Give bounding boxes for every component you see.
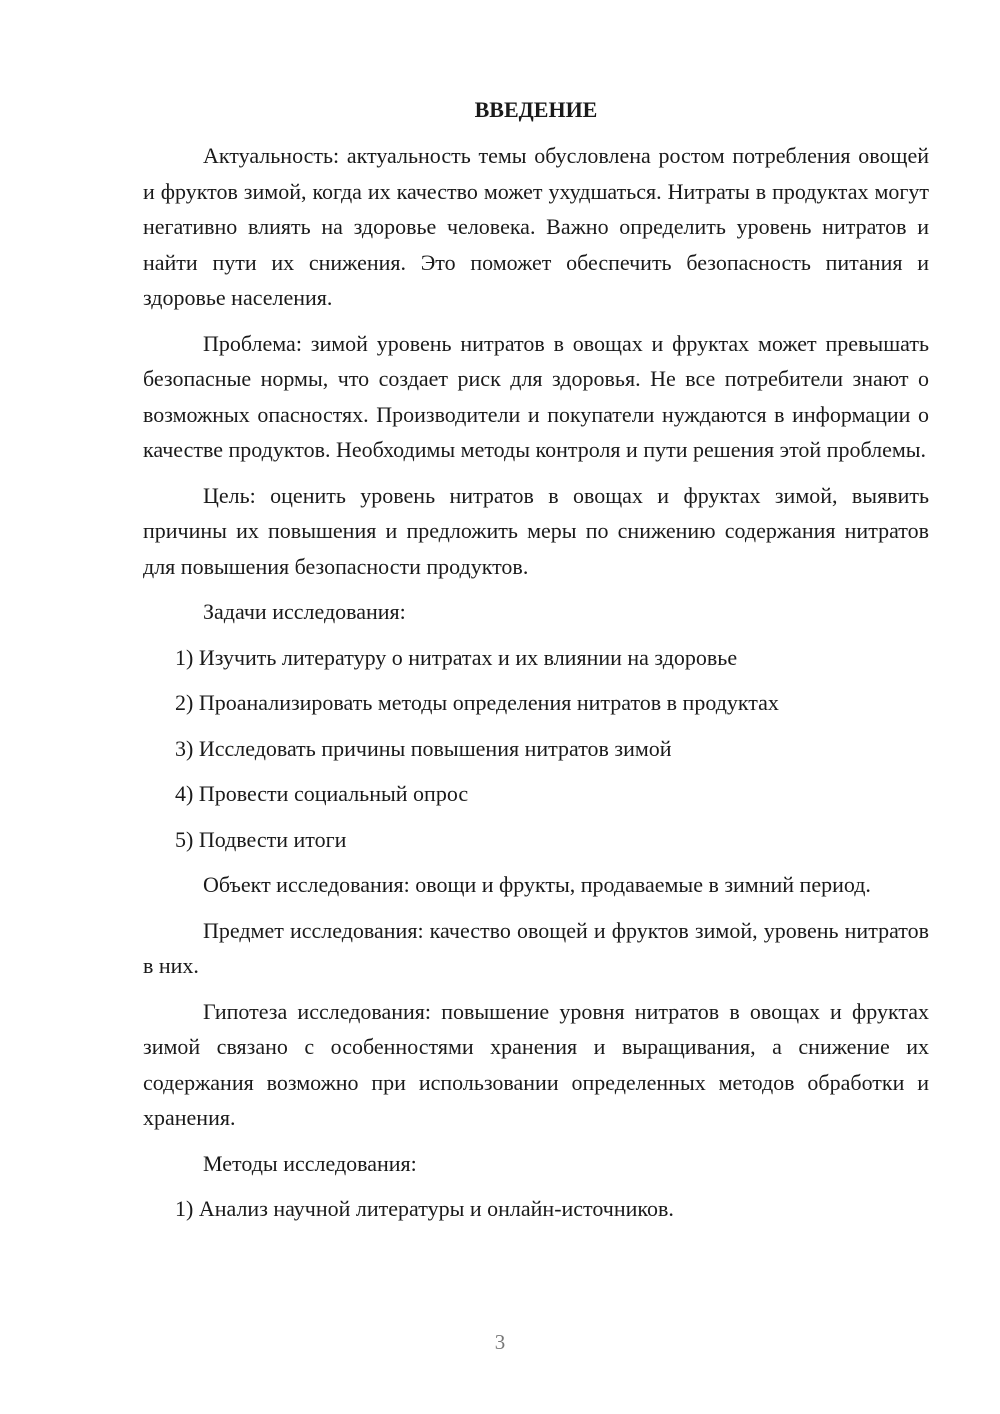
tasks-heading: Задачи исследования: <box>203 599 406 624</box>
task-item-2: 2) Проанализировать методы определения нитратов в продуктах <box>175 690 779 715</box>
goal-paragraph: Цель: оценить уровень нитратов в овощах и фруктах зимой, выявить причины их повышения и предложить меры по снижению содержания нитратов для повышения безопасности продуктов. <box>143 482 929 579</box>
page-number: 3 <box>494 1330 506 1354</box>
problem-paragraph: Проблема: зимой уровень нитратов в овощах и фруктах может превышать безопасные нормы, что создает риск для здоровья. Не все потребители знают о возможных опасностях. Производители и покупатели нуждаются в информации о качестве продуктов. Необходимы методы контроля и пути решения этой проблемы. <box>143 330 929 462</box>
methods-list <box>143 1191 929 1227</box>
task-item-4: 4) Провести социальный опрос <box>175 781 469 806</box>
page-content <box>143 92 929 1237</box>
hypothesis-paragraph: Гипотеза исследования: повышение уровня нитратов в овощах и фруктах зимой связано с особенностями хранения и выращивания, а снижение их содержания возможно при использовании определенных методов обработки и хранения. <box>143 998 929 1130</box>
task-item-5: 5) Подвести итоги <box>175 826 347 852</box>
section-title: ВВЕДЕНИЕ <box>474 97 598 122</box>
tasks-list <box>143 640 929 858</box>
relevance-paragraph: Актуальность: актуальность темы обусловлена ростом потребления овощей и фруктов зимой, когда их качество может ухудшаться. Нитраты в продуктах могут негативно влиять на здоровье человека. Важно определить уровень нитратов и найти пути их снижения. Это поможет обеспечить безопасность питания и здоровье населения. <box>143 143 929 310</box>
method-item-1: 1) Анализ научной литературы и онлайн-источников. <box>175 1196 674 1221</box>
task-item-1: 1) Изучить литературу о нитратах и их влиянии на здоровье <box>175 644 738 670</box>
subject-paragraph: Предмет исследования: качество овощей и фруктов зимой, уровень нитратов в них. <box>143 917 929 978</box>
task-item-3: 3) Исследовать причины повышения нитратов зимой <box>175 735 672 761</box>
methods-heading: Методы исследования: <box>203 1150 417 1176</box>
object-paragraph: Объект исследования: овощи и фрукты, продаваемые в зимний период. <box>203 872 871 897</box>
